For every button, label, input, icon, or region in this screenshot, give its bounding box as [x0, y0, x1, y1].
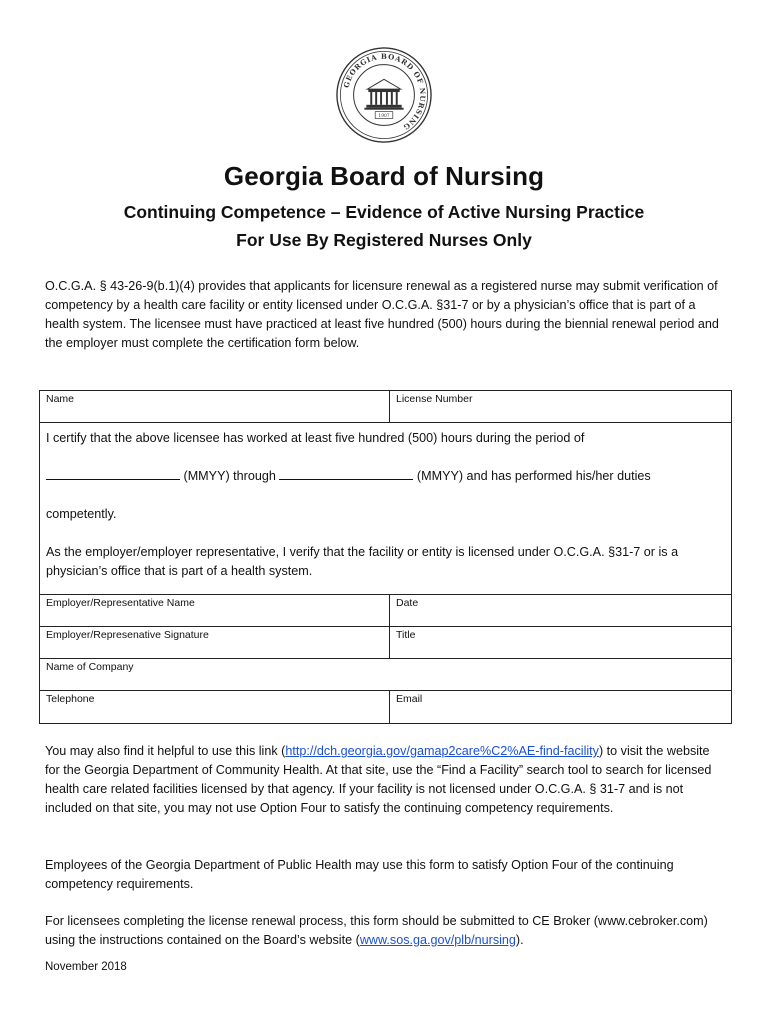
submit-text-before: For licensees completing the license renewal process, this form should be submitted to CE Broker (www.cebroker.com) using the instructions contained on the Board’s website ( — [45, 914, 708, 947]
start-mmyy-blank[interactable] — [46, 467, 180, 480]
date-field[interactable] — [390, 595, 732, 627]
employer-name-field[interactable] — [40, 595, 390, 627]
telephone-field[interactable] — [40, 691, 390, 724]
subtitle-line-1: Continuing Competence – Evidence of Active Nursing Practice — [123, 202, 645, 222]
company-name-label: Name of Company — [46, 661, 134, 673]
board-seal-logo — [335, 46, 433, 144]
submit-text-after: ). — [515, 933, 524, 947]
license-number-field[interactable] — [390, 391, 732, 423]
cert-line-1: I certify that the above licensee has worked at least five hundred (500) hours during the period of — [46, 431, 585, 445]
help-text-after: ) to visit the website for the Georgia Department of Community Health. At that site, use the “Find a Facility” search tool to search for licensed health care related facilities licensed by that agency. If your facility is not licensed under O.C.G.A. § 31-7 and is not included on that site, you may not use Option Four to satisfy the continuing competency requirements. — [45, 744, 712, 815]
help-paragraph — [45, 742, 725, 818]
board-website-link[interactable]: www.sos.ga.gov/plb/nursing — [359, 933, 516, 947]
page-title: Georgia Board of Nursing — [223, 161, 545, 191]
title-field[interactable] — [390, 627, 732, 659]
submit-paragraph — [45, 912, 725, 950]
title-label: Title — [396, 629, 416, 641]
dch-facility-link[interactable]: http://dch.georgia.gov/gamap2care%C2%AE-find-facility — [285, 744, 599, 758]
employer-name-label: Employer/Representative Name — [46, 597, 195, 609]
intro-paragraph: O.C.G.A. § 43-26-9(b.1)(4) provides that applicants for licensure renewal as a registered nurse may submit verification of competency by a health care facility or entity licensed under O.C.G.A. §31-7 or by a physician’s office that is part of a health system. The licensee must have practiced at least five hundred (500) hours during the biennial renewal period and the employer must complete the certification form below. — [45, 279, 719, 350]
revision-date: November 2018 — [45, 961, 127, 973]
mmyy-duties-text: (MMYY) and has performed his/her duties — [416, 469, 651, 483]
signature-field[interactable] — [40, 627, 390, 659]
certification-statement — [40, 423, 732, 595]
email-field[interactable] — [390, 691, 732, 724]
name-label: Name — [46, 393, 75, 405]
subtitle-line-2: For Use By Registered Nurses Only — [236, 230, 532, 250]
certification-form — [39, 390, 732, 724]
telephone-label: Telephone — [46, 693, 95, 705]
mmyy-through-text: (MMYY) through — [183, 469, 276, 483]
license-number-label: License Number — [396, 393, 473, 405]
end-mmyy-blank[interactable] — [279, 467, 413, 480]
company-name-field[interactable] — [40, 659, 732, 691]
cert-period-line — [46, 467, 725, 486]
competently-text: competently. — [46, 507, 117, 521]
date-label: Date — [396, 597, 419, 609]
dph-paragraph: Employees of the Georgia Department of Public Health may use this form to satisfy Option Four of the continuing competency requirements. — [45, 858, 674, 891]
email-label: Email — [396, 693, 423, 705]
name-field[interactable] — [40, 391, 390, 423]
svg-text:GEORGIA BOARD OF NURSING: GEORGIA BOARD OF NURSING — [341, 51, 428, 133]
signature-label: Employer/Represenative Signature — [46, 629, 209, 641]
svg-text:1907: 1907 — [378, 114, 390, 120]
help-text-before: You may also find it helpful to use this link ( — [45, 744, 286, 758]
verify-statement: As the employer/employer representative, I verify that the facility or entity is licensed under O.C.G.A. §31-7 or is a physician’s office that is part of a health system. — [46, 545, 679, 578]
